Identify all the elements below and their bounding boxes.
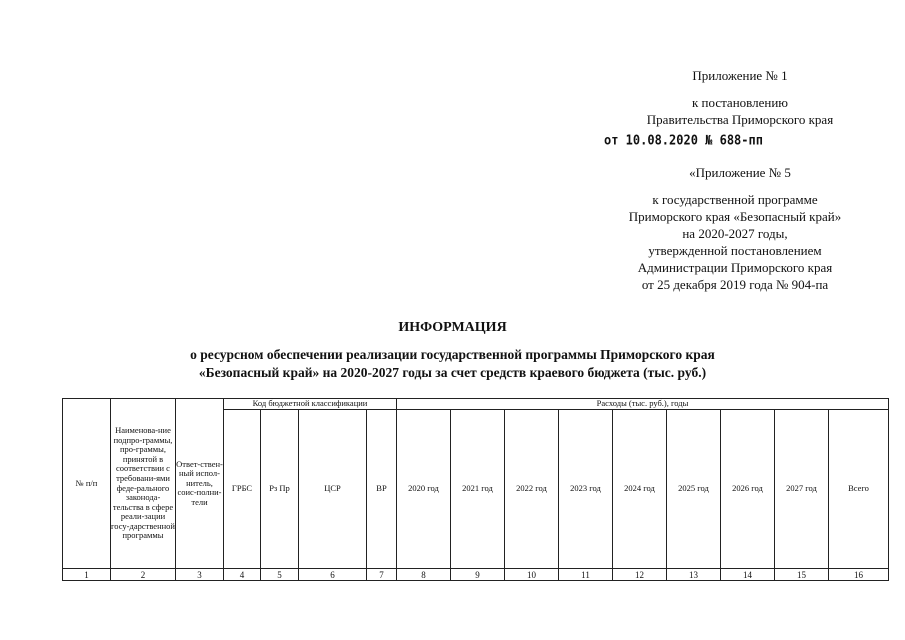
column-number: 16: [829, 569, 889, 581]
expenses-header: Расходы (тыс. руб.), годы: [397, 399, 889, 410]
resource-table: [62, 398, 889, 581]
annex-number: Приложение № 1: [692, 68, 788, 83]
column-number: 12: [613, 569, 667, 581]
budget-classification-header: Код бюджетной классификации: [224, 399, 397, 410]
column-number: 9: [451, 569, 505, 581]
column-number: 2: [111, 569, 176, 581]
column-number: 14: [721, 569, 775, 581]
to-state-program: к государственной программе: [652, 192, 818, 207]
column-number: 6: [299, 569, 367, 581]
annex-5: «Приложение № 5: [689, 165, 791, 180]
program-name: Приморского края «Безопасный край»: [628, 209, 842, 224]
approval-date: от 25 декабря 2019 года № 904-па: [641, 277, 829, 292]
column-number: 10: [505, 569, 559, 581]
col-csr-header: ЦСР: [299, 410, 367, 569]
col-year-header: 2023 год: [559, 410, 613, 569]
col-grbs-header: ГРБС: [224, 410, 261, 569]
column-number: 15: [775, 569, 829, 581]
col-responsible-header: Ответ-ствен-ный испол-нитель, соис-полни-тели: [176, 399, 224, 569]
to-resolution: к постановлению: [691, 95, 789, 110]
column-number: 4: [224, 569, 261, 581]
column-number: 3: [176, 569, 224, 581]
col-year-header: 2021 год: [451, 410, 505, 569]
document-subtitle-line1: о ресурсном обеспечении реализации государственной программы Приморского края: [190, 347, 715, 362]
col-name-header: Наименова-ние подпро-граммы, про-граммы, принятой в соответствии с требовани-ями феде-рального законода-тельства в сфере реали-зации госу-дарственной программы: [111, 399, 176, 569]
col-year-header: 2027 год: [775, 410, 829, 569]
col-year-header: 2022 год: [505, 410, 559, 569]
col-rzpr-header: Рз Пр: [261, 410, 299, 569]
approved-by: утвержденной постановлением: [648, 243, 822, 258]
document-title: ИНФОРМАЦИЯ: [398, 320, 507, 335]
column-number: 1: [63, 569, 111, 581]
col-year-header: 2025 год: [667, 410, 721, 569]
resolution-date-stamp: от 10.08.2020 № 688-пп: [604, 132, 763, 148]
column-number: 7: [367, 569, 397, 581]
column-number: 13: [667, 569, 721, 581]
government-name: Правительства Приморского края: [646, 112, 834, 127]
document-subtitle-line2: «Безопасный край» на 2020-2027 годы за счет средств краевого бюджета (тыс. руб.): [198, 365, 707, 380]
administration-name: Администрации Приморского края: [637, 260, 833, 275]
program-years: на 2020-2027 годы,: [682, 226, 788, 241]
col-vr-header: ВР: [367, 410, 397, 569]
col-total-header: Всего: [829, 410, 889, 569]
column-number: 8: [397, 569, 451, 581]
col-number-header: № п/п: [63, 399, 111, 569]
col-year-header: 2020 год: [397, 410, 451, 569]
column-number: 11: [559, 569, 613, 581]
column-number: 5: [261, 569, 299, 581]
col-year-header: 2026 год: [721, 410, 775, 569]
col-year-header: 2024 год: [613, 410, 667, 569]
